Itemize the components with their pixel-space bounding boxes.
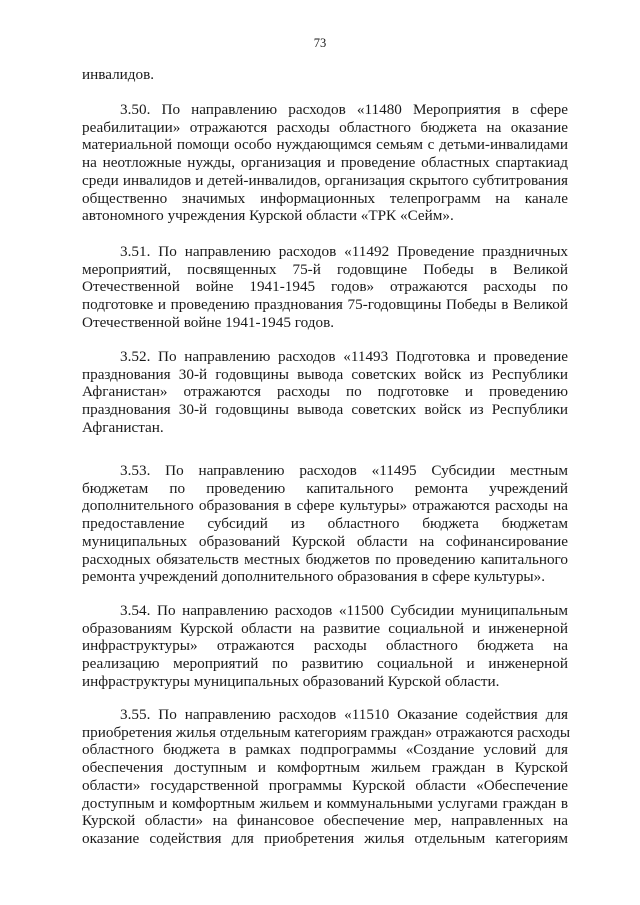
text-line: муниципальных образований Курской области на софинансирование [82, 532, 568, 550]
text-line: Отечественной войне 1941-1945 годов» отражаются расходы по [82, 278, 568, 296]
page-number: 73 [313, 36, 327, 50]
text-line: Отечественной войне 1941-1945 годов. [82, 313, 335, 331]
text-line: доступным и комфортным жильем и коммунальными услугами граждан в [82, 794, 568, 812]
text-line: Курской области» на финансовое обеспечение мер, направленных на [82, 812, 568, 830]
text-line: среди инвалидов и детей-инвалидов, организация скрытого субтитрования [82, 171, 568, 189]
text-line: автономного учреждения Курской области «ТРК «Сейм». [82, 207, 454, 225]
text-line: инфраструктуры» отражаются расходы областного бюджета на [82, 637, 568, 655]
text-line: 3.51. По направлению расходов «11492 Проведение праздничных [120, 243, 568, 260]
text-line: оказание содействия для приобретения жилья отдельным категориям [82, 829, 568, 847]
text-line: празднования 30-й годовщины вывода советских войск из Республики [82, 401, 568, 419]
text-line: инвалидов. [82, 66, 155, 83]
text-line: 3.52. По направлению расходов «11493 Подготовка и проведение [120, 348, 568, 365]
text-line: приобретения жилья отдельным категориям граждан» отражаются расходы [82, 723, 571, 741]
text-line: реализацию мероприятий по развитию социальной и инженерной [82, 655, 568, 673]
text-line: материальной помощи особо нуждающимся семьям с детьми-инвалидами [82, 136, 568, 154]
text-line: бюджетам по проведению капитального ремонта учреждений [82, 479, 568, 497]
text-line: дополнительного образования в сфере культуры» отражаются расходы на [82, 497, 568, 515]
text-line: 3.54. По направлению расходов «11500 Субсидии муниципальным [120, 602, 568, 619]
text-line: празднования 30-й годовщины вывода советских войск из Республики [82, 365, 568, 383]
text-line: расходных обязательств местных бюджетов по проведению капитального [82, 550, 568, 568]
text-line: 3.50. По направлению расходов «11480 Мероприятия в сфере [120, 101, 568, 118]
text-line: реабилитации» отражаются расходы областного бюджета на оказание [82, 118, 568, 136]
text-line: образованиям Курской области на развитие социальной и инженерной [82, 619, 568, 637]
text-line: подготовке и проведению празднования 75-годовщины Победы в Великой [82, 296, 568, 314]
text-line: инфраструктуры муниципальных образований Курской области. [82, 672, 500, 690]
text-line: предоставление субсидий из областного бюджета бюджетам [82, 515, 568, 533]
text-line: ремонта учреждений дополнительного образования в сфере культуры». [82, 568, 546, 586]
text-line: общественно значимых информационных телепрограмм на канале [82, 189, 568, 207]
text-line: на неотложные нужды, организация и проведение областных спартакиад [82, 154, 568, 172]
text-line: обеспечения доступным и комфортным жильем граждан в Курской [82, 759, 568, 777]
text-line: Афганистан. [82, 418, 164, 436]
text-line: областного бюджета в рамках подпрограммы «Создание условий для [82, 741, 568, 759]
text-line: мероприятий, посвященных 75-й годовщине Победы в Великой [82, 260, 568, 278]
text-line: 3.55. По направлению расходов «11510 Оказание содействия для [120, 706, 568, 723]
text-line: области» государственной программы Курской области «Обеспечение [82, 776, 568, 794]
text-line: 3.53. По направлению расходов «11495 Субсидии местным [120, 462, 568, 479]
text-line: Афганистан» отражаются расходы по подготовке и проведению [82, 383, 568, 401]
